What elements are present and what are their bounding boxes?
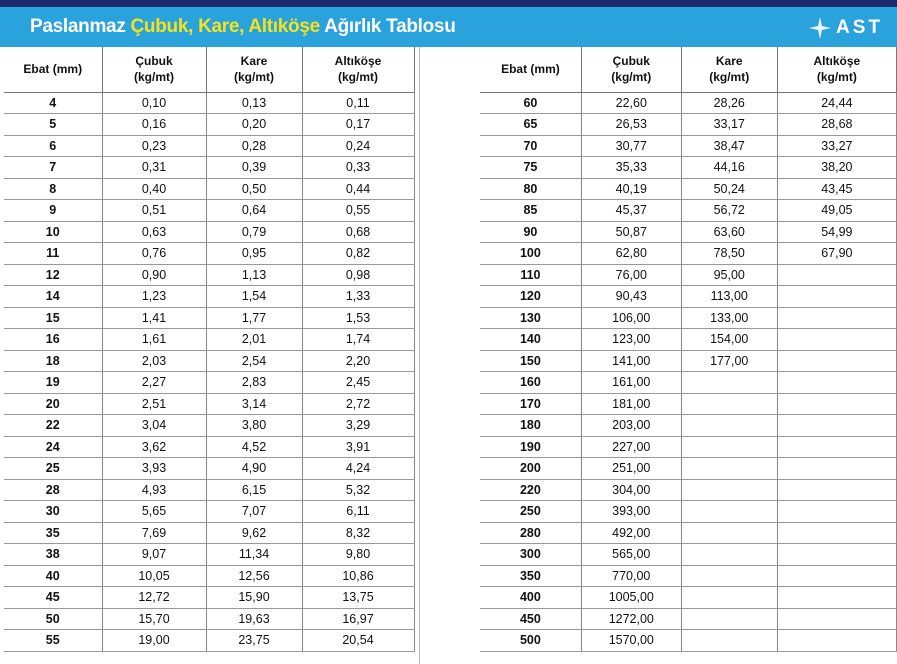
weight-cell: 1,41 <box>102 307 206 329</box>
weight-cell: 0,82 <box>302 243 414 265</box>
weight-cell: 0,98 <box>302 264 414 286</box>
weight-cell <box>777 264 896 286</box>
logo-text: AST <box>836 17 883 38</box>
table-row <box>4 200 414 222</box>
table-row <box>4 264 414 286</box>
weight-cell: 4,90 <box>206 458 302 480</box>
weight-cell: 1,23 <box>102 286 206 308</box>
weight-cell: 43,45 <box>777 178 896 200</box>
size-cell: 220 <box>480 479 581 501</box>
table-row <box>480 135 897 157</box>
size-cell: 130 <box>480 307 581 329</box>
table-row <box>480 157 897 179</box>
size-cell: 9 <box>4 200 102 222</box>
weight-cell: 0,11 <box>302 92 414 114</box>
table-row <box>480 329 897 351</box>
weight-cell: 4,93 <box>102 479 206 501</box>
size-cell: 14 <box>4 286 102 308</box>
weight-cell: 0,40 <box>102 178 206 200</box>
weight-cell: 35,33 <box>581 157 681 179</box>
table-row <box>4 630 414 652</box>
weight-table-right <box>480 47 897 652</box>
table-row <box>4 243 414 265</box>
weight-cell: 141,00 <box>581 350 681 372</box>
weight-cell: 20,54 <box>302 630 414 652</box>
table-row <box>4 565 414 587</box>
table-row <box>4 458 414 480</box>
table-row <box>480 630 897 652</box>
weight-cell: 2,45 <box>302 372 414 394</box>
column-separator <box>419 47 420 664</box>
table-row <box>480 178 897 200</box>
weight-cell: 90,43 <box>581 286 681 308</box>
table-row <box>4 501 414 523</box>
weight-cell: 0,16 <box>102 114 206 136</box>
table-row <box>4 544 414 566</box>
weight-cell: 2,01 <box>206 329 302 351</box>
table-row <box>480 372 897 394</box>
weight-cell: 177,00 <box>681 350 777 372</box>
weight-cell: 1,61 <box>102 329 206 351</box>
weight-cell <box>777 522 896 544</box>
column-header: Altıköşe (kg/mt) <box>777 47 896 92</box>
weight-cell <box>777 544 896 566</box>
weight-cell: 9,07 <box>102 544 206 566</box>
weight-cell: 33,27 <box>777 135 896 157</box>
weight-cell: 2,20 <box>302 350 414 372</box>
weight-cell: 3,62 <box>102 436 206 458</box>
column-header: Çubuk (kg/mt) <box>102 47 206 92</box>
weight-cell: 15,70 <box>102 608 206 630</box>
title-banner <box>0 7 897 47</box>
size-cell: 190 <box>480 436 581 458</box>
size-cell: 12 <box>4 264 102 286</box>
weight-cell: 62,80 <box>581 243 681 265</box>
weight-cell: 0,68 <box>302 221 414 243</box>
weight-cell: 54,99 <box>777 221 896 243</box>
weight-cell: 0,10 <box>102 92 206 114</box>
table-row <box>4 135 414 157</box>
weight-cell: 38,47 <box>681 135 777 157</box>
weight-cell <box>777 350 896 372</box>
weight-cell <box>777 329 896 351</box>
weight-cell: 123,00 <box>581 329 681 351</box>
size-cell: 25 <box>4 458 102 480</box>
weight-cell: 0,95 <box>206 243 302 265</box>
table-row <box>480 92 897 114</box>
weight-cell: 95,00 <box>681 264 777 286</box>
weight-table-left <box>4 47 415 652</box>
weight-cell: 1,54 <box>206 286 302 308</box>
size-cell: 200 <box>480 458 581 480</box>
weight-cell: 15,90 <box>206 587 302 609</box>
weight-cell: 56,72 <box>681 200 777 222</box>
size-cell: 22 <box>4 415 102 437</box>
weight-cell: 45,37 <box>581 200 681 222</box>
table-row <box>4 157 414 179</box>
size-cell: 45 <box>4 587 102 609</box>
weight-cell: 161,00 <box>581 372 681 394</box>
size-cell: 8 <box>4 178 102 200</box>
table-row <box>480 479 897 501</box>
weight-cell: 50,24 <box>681 178 777 200</box>
table-row <box>480 243 897 265</box>
weight-cell: 1,53 <box>302 307 414 329</box>
table-row <box>4 307 414 329</box>
weight-cell: 4,24 <box>302 458 414 480</box>
weight-cell: 133,00 <box>681 307 777 329</box>
weight-cell: 6,15 <box>206 479 302 501</box>
weight-cell: 227,00 <box>581 436 681 458</box>
weight-cell <box>681 522 777 544</box>
column-header: Çubuk (kg/mt) <box>581 47 681 92</box>
table-row <box>4 92 414 114</box>
weight-cell <box>681 372 777 394</box>
weight-cell: 19,00 <box>102 630 206 652</box>
table-row <box>480 608 897 630</box>
weight-cell <box>681 608 777 630</box>
weight-cell: 2,83 <box>206 372 302 394</box>
table-row <box>4 286 414 308</box>
weight-cell: 9,80 <box>302 544 414 566</box>
weight-cell: 2,72 <box>302 393 414 415</box>
weight-cell <box>777 372 896 394</box>
weight-cell: 0,24 <box>302 135 414 157</box>
table-row <box>480 114 897 136</box>
weight-cell: 4,52 <box>206 436 302 458</box>
brand-logo <box>808 16 883 40</box>
weight-cell: 113,00 <box>681 286 777 308</box>
weight-cell: 1,74 <box>302 329 414 351</box>
size-cell: 4 <box>4 92 102 114</box>
weight-cell <box>777 436 896 458</box>
size-cell: 35 <box>4 522 102 544</box>
weight-cell: 0,20 <box>206 114 302 136</box>
title-part-3: Ağırlık Tablosu <box>319 16 456 37</box>
weight-cell <box>777 393 896 415</box>
table-row <box>4 479 414 501</box>
weight-cell: 76,00 <box>581 264 681 286</box>
size-cell: 6 <box>4 135 102 157</box>
weight-cell: 1,13 <box>206 264 302 286</box>
weight-cell: 1005,00 <box>581 587 681 609</box>
size-cell: 120 <box>480 286 581 308</box>
size-cell: 10 <box>4 221 102 243</box>
table-row <box>480 544 897 566</box>
weight-cell: 0,17 <box>302 114 414 136</box>
weight-cell: 203,00 <box>581 415 681 437</box>
weight-cell: 2,51 <box>102 393 206 415</box>
table-row <box>480 587 897 609</box>
weight-cell <box>777 630 896 652</box>
weight-cell <box>681 544 777 566</box>
size-cell: 38 <box>4 544 102 566</box>
size-cell: 60 <box>480 92 581 114</box>
weight-cell <box>777 458 896 480</box>
weight-cell <box>777 307 896 329</box>
weight-cell: 13,75 <box>302 587 414 609</box>
page-title <box>30 16 456 38</box>
weight-cell: 44,16 <box>681 157 777 179</box>
weight-cell: 78,50 <box>681 243 777 265</box>
size-cell: 85 <box>480 200 581 222</box>
weight-cell: 0,50 <box>206 178 302 200</box>
size-cell: 150 <box>480 350 581 372</box>
table-row <box>4 522 414 544</box>
weight-cell: 1272,00 <box>581 608 681 630</box>
weight-cell: 2,54 <box>206 350 302 372</box>
size-cell: 110 <box>480 264 581 286</box>
weight-cell: 3,14 <box>206 393 302 415</box>
weight-cell <box>681 458 777 480</box>
size-cell: 90 <box>480 221 581 243</box>
weight-cell: 10,86 <box>302 565 414 587</box>
weight-cell <box>777 479 896 501</box>
column-header: Ebat (mm) <box>4 47 102 92</box>
table-row <box>480 522 897 544</box>
weight-cell: 181,00 <box>581 393 681 415</box>
size-cell: 55 <box>4 630 102 652</box>
weight-cell: 7,69 <box>102 522 206 544</box>
weight-cell <box>681 630 777 652</box>
table-row <box>480 286 897 308</box>
weight-cell: 30,77 <box>581 135 681 157</box>
size-cell: 70 <box>480 135 581 157</box>
weight-cell: 0,23 <box>102 135 206 157</box>
table-row <box>480 200 897 222</box>
table-row <box>4 114 414 136</box>
weight-cell <box>777 286 896 308</box>
weight-cell: 3,91 <box>302 436 414 458</box>
weight-cell: 22,60 <box>581 92 681 114</box>
weight-cell: 0,31 <box>102 157 206 179</box>
column-header: Altıköşe (kg/mt) <box>302 47 414 92</box>
top-strip <box>0 0 897 7</box>
title-part-2: Çubuk, Kare, Altıköşe <box>130 16 320 37</box>
weight-cell: 3,80 <box>206 415 302 437</box>
size-cell: 50 <box>4 608 102 630</box>
table-row <box>480 501 897 523</box>
table-row <box>4 436 414 458</box>
weight-cell <box>777 587 896 609</box>
weight-cell: 0,33 <box>302 157 414 179</box>
weight-cell: 40,19 <box>581 178 681 200</box>
weight-cell: 9,62 <box>206 522 302 544</box>
table-row <box>4 329 414 351</box>
weight-cell: 28,26 <box>681 92 777 114</box>
weight-cell: 106,00 <box>581 307 681 329</box>
size-cell: 5 <box>4 114 102 136</box>
table-row <box>480 436 897 458</box>
table-area <box>0 47 897 664</box>
size-cell: 24 <box>4 436 102 458</box>
weight-cell <box>777 415 896 437</box>
title-part-1: Paslanmaz <box>30 16 131 37</box>
weight-cell: 1,33 <box>302 286 414 308</box>
weight-cell <box>681 479 777 501</box>
column-header: Ebat (mm) <box>480 47 581 92</box>
size-cell: 28 <box>4 479 102 501</box>
size-cell: 15 <box>4 307 102 329</box>
weight-cell <box>681 436 777 458</box>
table-row <box>480 393 897 415</box>
size-cell: 300 <box>480 544 581 566</box>
weight-cell: 0,44 <box>302 178 414 200</box>
weight-cell: 6,11 <box>302 501 414 523</box>
weight-cell: 0,28 <box>206 135 302 157</box>
table-row <box>4 372 414 394</box>
weight-cell: 12,72 <box>102 587 206 609</box>
weight-cell: 2,03 <box>102 350 206 372</box>
weight-cell <box>681 587 777 609</box>
weight-cell: 24,44 <box>777 92 896 114</box>
weight-cell <box>681 415 777 437</box>
size-cell: 20 <box>4 393 102 415</box>
table-row <box>480 221 897 243</box>
size-cell: 280 <box>480 522 581 544</box>
weight-cell: 0,64 <box>206 200 302 222</box>
weight-cell: 1570,00 <box>581 630 681 652</box>
weight-cell: 304,00 <box>581 479 681 501</box>
weight-cell: 1,77 <box>206 307 302 329</box>
weight-cell: 16,97 <box>302 608 414 630</box>
weight-cell: 0,79 <box>206 221 302 243</box>
weight-cell: 492,00 <box>581 522 681 544</box>
weight-cell: 67,90 <box>777 243 896 265</box>
size-cell: 180 <box>480 415 581 437</box>
size-cell: 11 <box>4 243 102 265</box>
weight-cell: 19,63 <box>206 608 302 630</box>
weight-cell: 0,39 <box>206 157 302 179</box>
weight-cell: 565,00 <box>581 544 681 566</box>
weight-cell: 251,00 <box>581 458 681 480</box>
weight-cell: 7,07 <box>206 501 302 523</box>
table-row <box>4 608 414 630</box>
weight-cell: 0,63 <box>102 221 206 243</box>
table-row <box>480 350 897 372</box>
size-cell: 140 <box>480 329 581 351</box>
weight-cell: 63,60 <box>681 221 777 243</box>
weight-cell: 11,34 <box>206 544 302 566</box>
table-row <box>4 415 414 437</box>
size-cell: 30 <box>4 501 102 523</box>
weight-cell: 10,05 <box>102 565 206 587</box>
weight-cell: 0,13 <box>206 92 302 114</box>
table-row <box>480 458 897 480</box>
size-cell: 40 <box>4 565 102 587</box>
weight-cell <box>777 501 896 523</box>
column-header: Kare (kg/mt) <box>206 47 302 92</box>
weight-cell: 26,53 <box>581 114 681 136</box>
size-cell: 450 <box>480 608 581 630</box>
weight-cell: 5,32 <box>302 479 414 501</box>
table-row <box>4 393 414 415</box>
size-cell: 16 <box>4 329 102 351</box>
size-cell: 100 <box>480 243 581 265</box>
column-header: Kare (kg/mt) <box>681 47 777 92</box>
table-row <box>4 178 414 200</box>
weight-cell: 393,00 <box>581 501 681 523</box>
weight-cell: 0,90 <box>102 264 206 286</box>
size-cell: 350 <box>480 565 581 587</box>
size-cell: 160 <box>480 372 581 394</box>
weight-cell: 28,68 <box>777 114 896 136</box>
table-row <box>4 587 414 609</box>
weight-cell: 770,00 <box>581 565 681 587</box>
table-row <box>480 307 897 329</box>
weight-cell: 2,27 <box>102 372 206 394</box>
weight-cell: 3,04 <box>102 415 206 437</box>
weight-cell: 50,87 <box>581 221 681 243</box>
weight-cell: 3,29 <box>302 415 414 437</box>
weight-cell <box>777 608 896 630</box>
size-cell: 19 <box>4 372 102 394</box>
star-icon <box>808 16 832 40</box>
weight-cell: 49,05 <box>777 200 896 222</box>
weight-cell: 12,56 <box>206 565 302 587</box>
table-row <box>480 415 897 437</box>
weight-cell: 38,20 <box>777 157 896 179</box>
weight-cell: 0,55 <box>302 200 414 222</box>
size-cell: 80 <box>480 178 581 200</box>
weight-cell <box>681 501 777 523</box>
table-row <box>4 350 414 372</box>
size-cell: 75 <box>480 157 581 179</box>
weight-cell <box>681 565 777 587</box>
weight-cell <box>777 565 896 587</box>
weight-cell: 33,17 <box>681 114 777 136</box>
weight-cell: 8,32 <box>302 522 414 544</box>
weight-cell: 0,51 <box>102 200 206 222</box>
size-cell: 65 <box>480 114 581 136</box>
weight-cell: 154,00 <box>681 329 777 351</box>
size-cell: 7 <box>4 157 102 179</box>
size-cell: 500 <box>480 630 581 652</box>
table-row <box>480 565 897 587</box>
table-row <box>4 221 414 243</box>
size-cell: 18 <box>4 350 102 372</box>
size-cell: 250 <box>480 501 581 523</box>
weight-cell <box>681 393 777 415</box>
table-row <box>480 264 897 286</box>
weight-cell: 23,75 <box>206 630 302 652</box>
weight-cell: 5,65 <box>102 501 206 523</box>
weight-cell: 0,76 <box>102 243 206 265</box>
size-cell: 400 <box>480 587 581 609</box>
weight-cell: 3,93 <box>102 458 206 480</box>
size-cell: 170 <box>480 393 581 415</box>
